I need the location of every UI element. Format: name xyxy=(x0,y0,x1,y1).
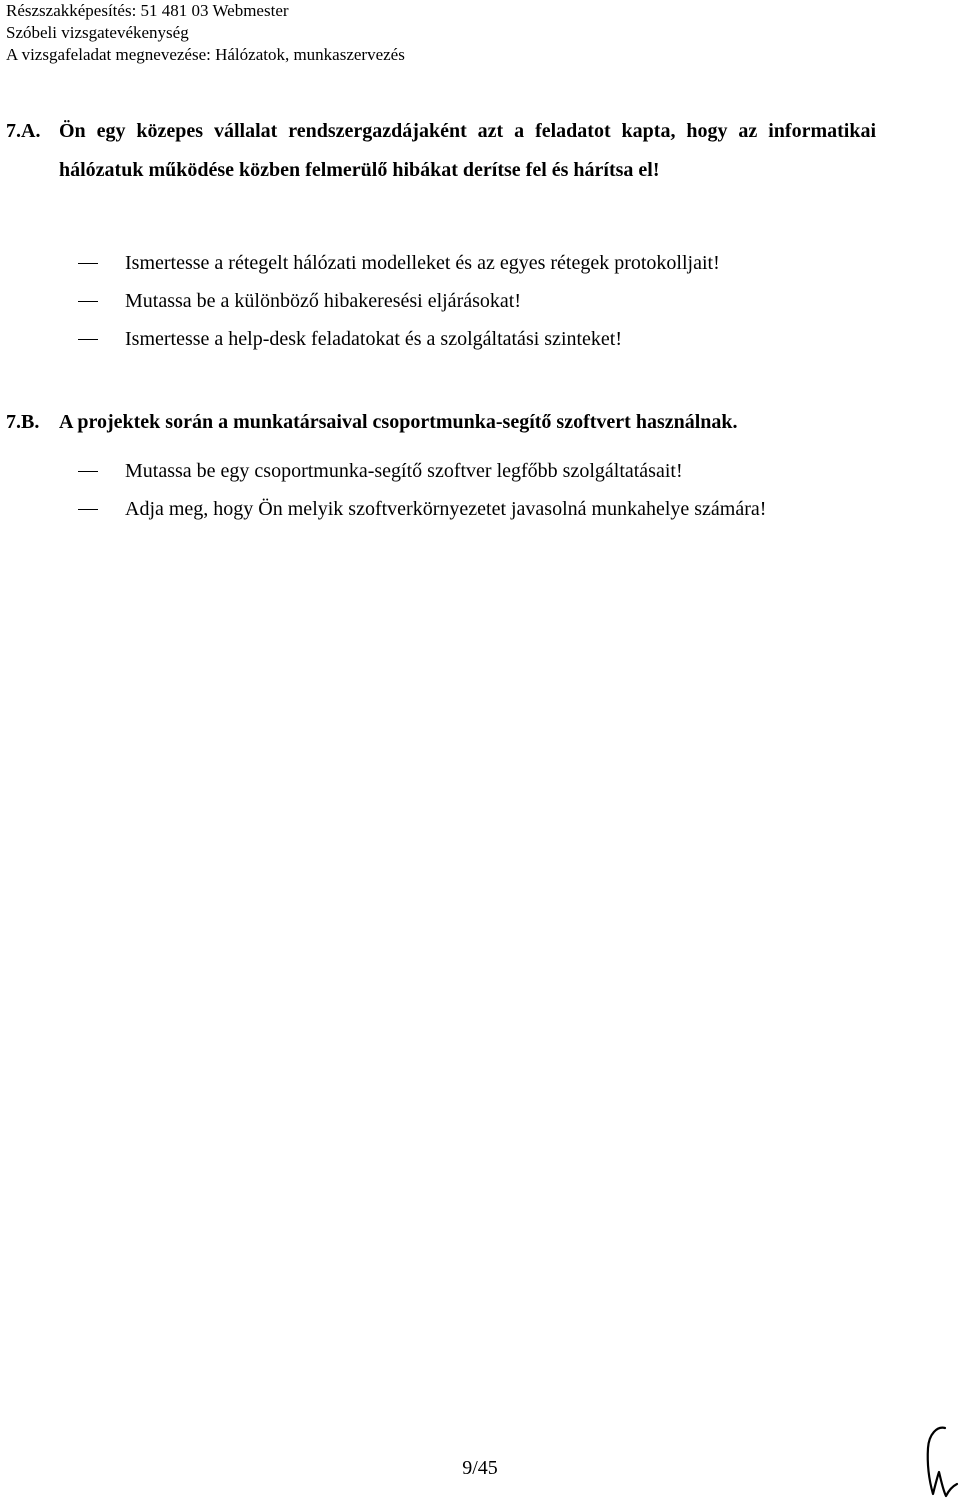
list-item xyxy=(78,244,898,282)
dash-bullet-icon xyxy=(78,339,98,340)
task-7b-bullet-list xyxy=(78,452,898,528)
bullet-text: Adja meg, hogy Ön melyik szoftverkörnyezetet javasolná munkahelye számára! xyxy=(125,498,767,520)
task-7a-bullet-list xyxy=(78,244,898,358)
task-7b xyxy=(6,403,876,442)
list-item xyxy=(78,282,898,320)
signature-icon xyxy=(915,1420,960,1500)
task-7a-number: 7.A. xyxy=(6,120,41,142)
page-number: 9/45 xyxy=(462,1457,498,1479)
dash-bullet-icon xyxy=(78,301,98,302)
bullet-text: Ismertesse a rétegelt hálózati modelleket és az egyes rétegek protokolljait! xyxy=(125,252,720,274)
list-item xyxy=(78,452,898,490)
task-7a xyxy=(6,112,876,190)
bullet-text: Mutassa be a különböző hibakeresési eljárásokat! xyxy=(125,290,521,312)
dash-bullet-icon xyxy=(78,263,98,264)
task-7a-text: Ön egy közepes vállalat rendszergazdájaként azt a feladatot kapta, hogy az informatikai hálózatuk működése közben felmerülő hibákat derítse fel és hárítsa el! xyxy=(59,120,876,181)
header-activity: Szóbeli vizsgatevékenység xyxy=(6,23,189,42)
page-header xyxy=(6,0,405,66)
list-item xyxy=(78,320,898,358)
task-7b-number: 7.B. xyxy=(6,411,40,433)
header-task-name: A vizsgafeladat megnevezése: Hálózatok, munkaszervezés xyxy=(6,45,405,64)
bullet-text: Mutassa be egy csoportmunka-segítő szoftver legfőbb szolgáltatásait! xyxy=(125,460,683,482)
header-qualification: Részszakképesítés: 51 481 03 Webmester xyxy=(6,1,289,20)
dash-bullet-icon xyxy=(78,471,98,472)
bullet-text: Ismertesse a help-desk feladatokat és a szolgáltatási szinteket! xyxy=(125,328,623,350)
dash-bullet-icon xyxy=(78,509,98,510)
list-item xyxy=(78,490,898,528)
task-7b-text: A projektek során a munkatársaival csoportmunka-segítő szoftvert használnak. xyxy=(59,411,738,433)
